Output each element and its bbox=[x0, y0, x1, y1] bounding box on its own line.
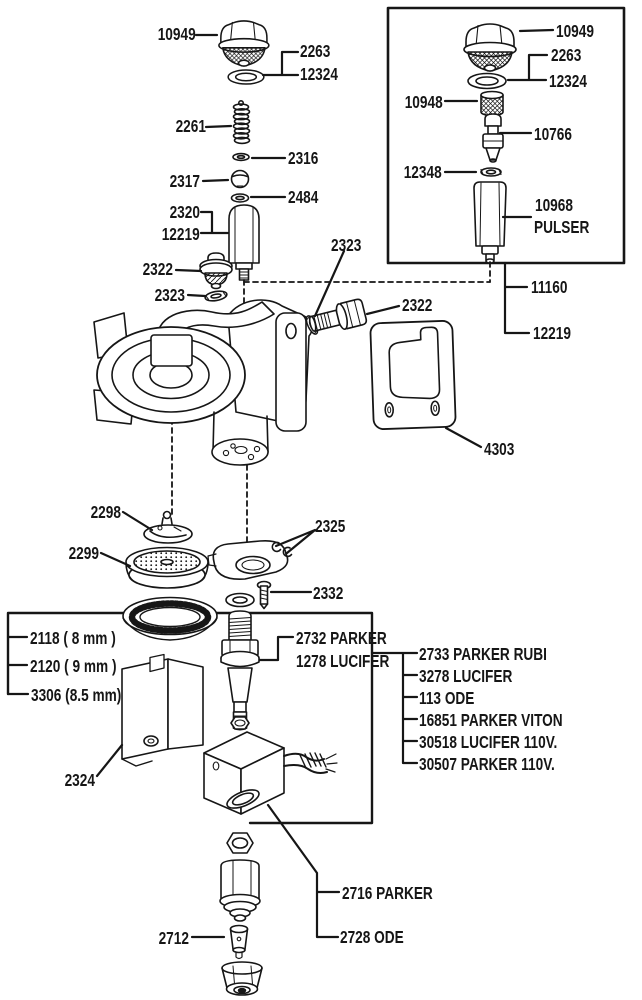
callout-2320: 2320 bbox=[169, 202, 200, 222]
spring-2261 bbox=[234, 101, 250, 144]
callout-2263-inset: 2263 bbox=[551, 45, 582, 65]
callout-16851: 16851 PARKER VITON bbox=[419, 710, 563, 730]
check-ball-2317 bbox=[232, 171, 249, 188]
callout-2728: 2728 ODE bbox=[340, 927, 404, 947]
hex-nut bbox=[227, 833, 253, 853]
strainer-2299 bbox=[126, 548, 208, 589]
inset-cap-nut-10949 bbox=[464, 24, 516, 71]
callout-10949-main: 10949 bbox=[158, 24, 196, 44]
callout-3278: 3278 LUCIFER bbox=[419, 666, 513, 686]
inset-seal-12348 bbox=[481, 168, 501, 176]
callout-10949-inset: 10949 bbox=[556, 21, 594, 41]
callout-2712: 2712 bbox=[158, 928, 189, 948]
screw-2332 bbox=[226, 582, 271, 609]
plunger-2320 bbox=[229, 205, 259, 280]
callout-2324: 2324 bbox=[64, 770, 95, 790]
bolt-2322-right bbox=[307, 298, 367, 337]
callout-2716: 2716 PARKER bbox=[342, 883, 433, 903]
mount-plate-4303 bbox=[370, 321, 456, 430]
callout-2263-main: 2263 bbox=[300, 41, 331, 61]
callout-11160: 11160 bbox=[531, 277, 568, 297]
callout-2484: 2484 bbox=[288, 187, 319, 207]
valve-stem-2732 bbox=[221, 611, 259, 730]
leader-lines bbox=[97, 30, 553, 937]
valve-disc-2298 bbox=[144, 512, 192, 544]
callout-2298: 2298 bbox=[90, 502, 121, 522]
oring-2316 bbox=[233, 154, 249, 161]
valve-body-2716 bbox=[220, 860, 260, 921]
callout-2732: 2732 PARKER bbox=[296, 628, 387, 648]
drive-gear bbox=[123, 598, 217, 641]
callout-2299: 2299 bbox=[68, 543, 99, 563]
callout-2325: 2325 bbox=[315, 516, 346, 536]
inset-washer-12324 bbox=[468, 74, 506, 89]
cap-nut-10949 bbox=[219, 21, 269, 66]
mount-bracket-2324 bbox=[122, 655, 203, 767]
callout-12324-inset: 12324 bbox=[549, 71, 587, 91]
callout-3306: 3306 (8.5 mm) bbox=[31, 685, 122, 705]
callout-2316: 2316 bbox=[288, 148, 319, 168]
pump-body bbox=[94, 300, 312, 465]
callout-pulser-word: PULSER bbox=[534, 217, 590, 237]
fitting-2322 bbox=[200, 253, 232, 289]
washer-12324 bbox=[228, 70, 264, 84]
callout-2317: 2317 bbox=[169, 171, 200, 191]
callout-2733: 2733 PARKER RUBI bbox=[419, 644, 547, 664]
oring-2484 bbox=[232, 194, 249, 202]
nozzle-2712 bbox=[231, 926, 248, 959]
callout-1278: 1278 LUCIFER bbox=[296, 651, 390, 671]
callout-30518: 30518 LUCIFER 110V. bbox=[419, 732, 558, 752]
callout-2323-left: 2323 bbox=[154, 285, 185, 305]
inset-pulser-10968 bbox=[474, 182, 506, 263]
callout-10948: 10948 bbox=[405, 92, 443, 112]
callout-10766: 10766 bbox=[534, 124, 572, 144]
callout-2322-left: 2322 bbox=[142, 259, 173, 279]
inset-filter-10948 bbox=[481, 92, 503, 116]
callout-12348: 12348 bbox=[404, 162, 442, 182]
inset-check-valve-10766 bbox=[483, 114, 503, 162]
callout-30507: 30507 PARKER 110V. bbox=[419, 754, 555, 774]
callout-2323-mid: 2323 bbox=[331, 235, 362, 255]
size-options-bracket bbox=[8, 637, 28, 694]
callout-10968: 10968 bbox=[535, 195, 573, 215]
gasket-2323-left bbox=[204, 290, 227, 303]
solenoid-coil bbox=[204, 717, 337, 814]
callout-12219-main: 12219 bbox=[162, 224, 200, 244]
callout-2322-right: 2322 bbox=[402, 295, 433, 315]
callout-113: 113 ODE bbox=[419, 688, 475, 708]
callout-2332: 2332 bbox=[313, 583, 344, 603]
callout-12219-right: 12219 bbox=[533, 323, 571, 343]
bottom-cap-nut bbox=[222, 962, 262, 995]
callout-2261: 2261 bbox=[175, 116, 206, 136]
callout-12324-main: 12324 bbox=[300, 64, 338, 84]
callout-2118: 2118 ( 8 mm ) bbox=[30, 628, 116, 648]
callout-2120: 2120 ( 9 mm ) bbox=[30, 656, 117, 676]
callout-4303: 4303 bbox=[484, 439, 515, 459]
